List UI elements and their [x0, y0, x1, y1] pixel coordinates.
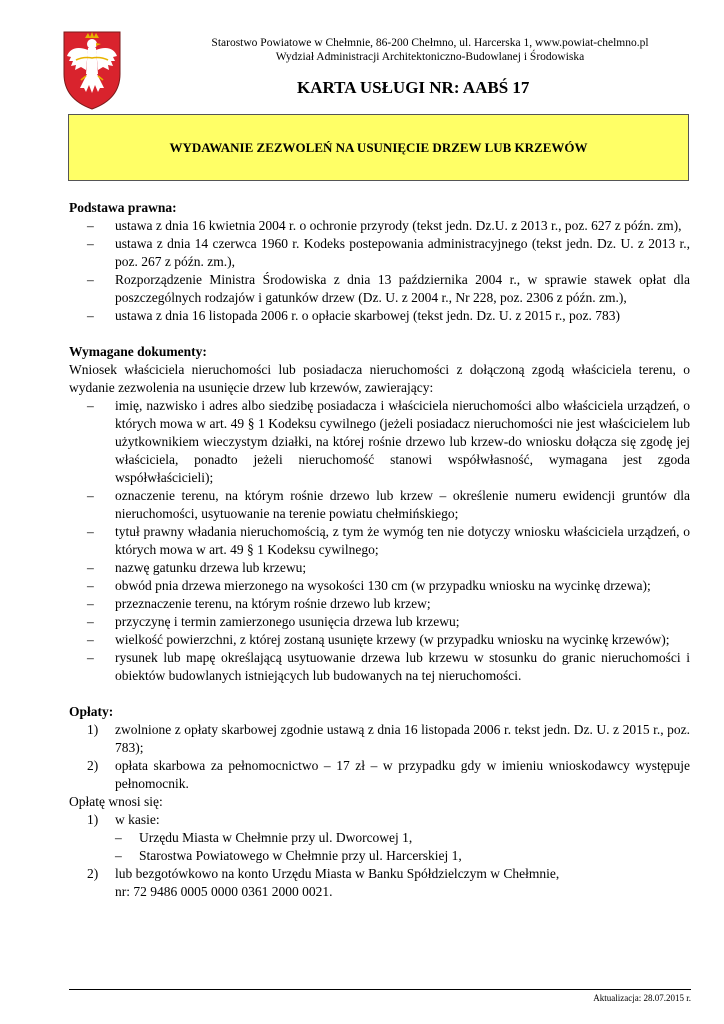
list-item: 2) opłata skarbowa za pełnomocnictwo – 17 zł – w przypadku gdy w imieniu wnioskodawcy występuje pełnomocnik.: [87, 758, 690, 791]
service-name: WYDAWANIE ZEZWOLEŃ NA USUNIĘCIE DRZEW LUB KRZEWÓW: [169, 139, 588, 155]
document-body: [69, 199, 690, 901]
list-item: – ustawa z dnia 16 kwietnia 2004 r. o ochronie przyrody (tekst jedn. Dz.U. z 2013 r., poz. 627 z późn. zm),: [87, 218, 682, 233]
office-address: Starostwo Powiatowe w Chełmnie, 86-200 Chełmno, ul. Harcerska 1, www.powiat-chelmno.pl: [211, 37, 649, 49]
service-banner: [68, 114, 689, 181]
bank-account-number: nr: 72 9486 0005 0000 0361 2000 0021.: [115, 884, 333, 899]
list-item: – ustawa z dnia 16 listopada 2006 r. o opłacie skarbowej (tekst jedn. Dz. U. z 2015 r., poz. 783): [87, 308, 621, 323]
list-item: 1) zwolnione z opłaty skarbowej zgodnie ustawą z dnia 16 listopada 2006 r. tekst jedn. Dz. U. z 2015 r., poz. 783);: [87, 722, 690, 755]
documents-intro: Wniosek właściciela nieruchomości lub posiadacza nieruchomości z dołączoną zgodą właściciela terenu, o wydanie zezwolenia na usunięcie drzew lub krzewów, zawierający:: [69, 362, 690, 395]
payment-intro: Opłatę wnosi się:: [69, 794, 163, 809]
list-item: – przyczynę i termin zamierzonego usunięcia drzewa lub krzewu;: [87, 614, 460, 629]
coat-of-arms-icon: [62, 30, 122, 110]
fees-list: [69, 721, 690, 793]
list-item: – nazwę gatunku drzewa lub krzewu;: [87, 560, 307, 575]
legal-basis-list: [69, 217, 690, 325]
required-documents-title: Wymagane dokumenty:: [69, 344, 207, 359]
payment-methods-list: [69, 811, 690, 901]
card-title: KARTA USŁUGI NR: AABŚ 17: [297, 78, 530, 97]
list-item: – rysunek lub mapę określającą usytuowanie drzewa lub krzewu w stosunku do granic nieruchomości i obiektów budowlanych istniejących lub budowanych na tej nieruchomości.: [87, 650, 690, 683]
list-item: 1) w kasie: – Urzędu Miasta w Chełmnie przy ul. Dworcowej 1, – Starostwa Powiatowego w Chełmnie przy ul. Harcerskiej 1,: [69, 811, 690, 865]
list-item: – Rozporządzenie Ministra Środowiska z dnia 13 października 2004 r., w sprawie stawek opłat dla poszczególnych rodzajów i gatunków drzew (Dz. U. z 2004 r., Nr 228, poz. 2306 z późn. zm.),: [87, 272, 690, 305]
list-item: 2) lub bezgotówkowo na konto Urzędu Miasta w Banku Spółdzielczym w Chełmnie, nr: 72 9486 0005 0000 0361 2000 0021.: [87, 866, 560, 899]
list-item: – przeznaczenie terenu, na którym rośnie drzewo lub krzew;: [87, 596, 431, 611]
list-item: – Starostwa Powiatowego w Chełmnie przy ul. Harcerskiej 1,: [115, 848, 462, 863]
list-item: – Urzędu Miasta w Chełmnie przy ul. Dworcowej 1,: [115, 830, 413, 845]
list-item: – ustawa z dnia 14 czerwca 1960 r. Kodeks postepowania administracyjnego (tekst jedn. Dz. U. z 2013 r., poz. 267 z późn. zm.),: [87, 236, 690, 269]
list-item: – tytuł prawny władania nieruchomością, z tym że wymóg ten nie dotyczy wniosku właściciela urządzeń, o których mowa w art. 49 § 1 Kodeksu cywilnego;: [87, 524, 690, 557]
list-item: – wielkość powierzchni, z której zostaną usunięte krzewy (w przypadku wniosku na wycinkę krzewów);: [87, 632, 670, 647]
legal-basis-title: Podstawa prawna:: [69, 200, 177, 215]
footer-divider: [69, 989, 691, 990]
list-item: – imię, nazwisko i adres albo siedzibę posiadacza i właściciela nieruchomości albo właściciela urządzeń, o których mowa w art. 49 § 1 Kodeksu cywilnego (jeżeli posiadacz nieruchomości nie jest właścicielem lub użytkownikiem wieczystym działki, na której rośnie drzewo lub krzew-do wniosku dołącza się zgodę jej właściciela, ponadto jeżeli nieruchomość stanowi współwłasność, wymagana jest zgoda współwłaścicieli);: [87, 398, 690, 485]
last-updated: Aktualizacja: 28.07.2015 r.: [593, 993, 691, 1003]
fees-title: Opłaty:: [69, 704, 114, 719]
department-name: Wydział Administracji Architektoniczno-Budowlanej i Środowiska: [275, 51, 585, 63]
required-documents-list: [69, 397, 690, 685]
payment-locations: [115, 829, 690, 865]
list-item: – oznaczenie terenu, na którym rośnie drzewo lub krzew – określenie numeru ewidencji gruntów dla nieruchomości, usytuowanie na terenie powiatu chełmińskiego;: [87, 488, 690, 521]
list-item: – obwód pnia drzewa mierzonego na wysokości 130 cm (w przypadku wniosku na wycinkę drzewa);: [87, 578, 651, 593]
